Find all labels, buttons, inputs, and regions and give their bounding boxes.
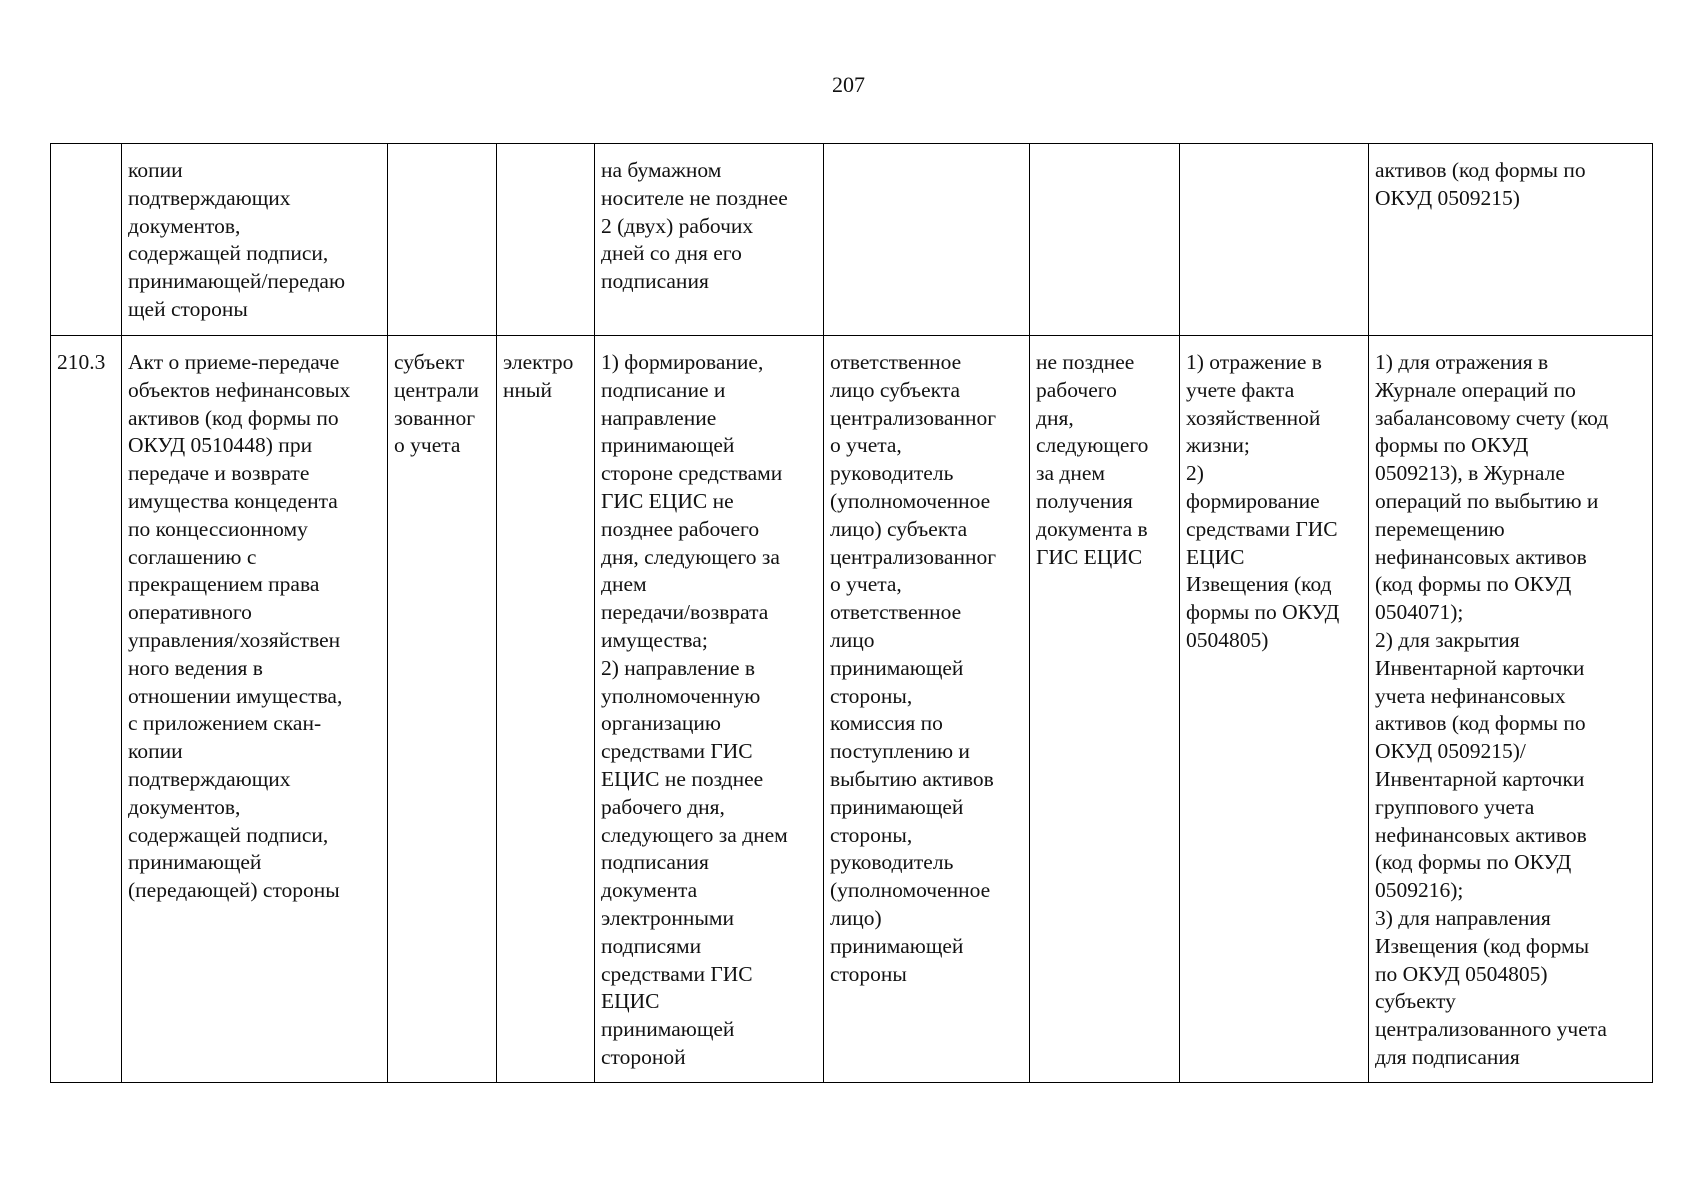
table-row-210-3: [51, 336, 1653, 1083]
cell-procedure: на бумажном носителе не позднее 2 (двух) рабочих дней со дня его подписания: [595, 144, 824, 336]
cell-deadline: не позднее рабочего дня, следующего за днем получения документа в ГИС ЕЦИС: [1030, 336, 1180, 1083]
cell-purpose: 1) для отражения в Журнале операций по забалансовому счету (код формы по ОКУД 0509213), в Журнале операций по выбытию и перемещению нефинансовых активов (код формы по ОКУД 0504071); 2) для закрытия Инвентарной карточки учета нефинансовых активов (код формы по ОКУД 0509215)/ Инвентарной карточки группового учета нефинансовых активов (код формы по ОКУД 0509216); 3) для направления Извещения (код формы по ОКУД 0504805) субъекту централизованного учета для подписания: [1369, 336, 1653, 1083]
cell-document: копии подтверждающих документов, содержащей подписи, принимающей/передаю щей стороны: [122, 144, 388, 336]
cell-document: Акт о приеме-передаче объектов нефинансовых активов (код формы по ОКУД 0510448) при передаче и возврате имущества концедента по концессионному соглашению с прекращением права оперативного управления/хозяйствен ного ведения в отношении имущества, с приложением скан- копии подтверждающих документов, содержащей подписи, принимающей (передающей) стороны: [122, 336, 388, 1083]
page-number: 207: [832, 72, 865, 97]
cell-responsible: ответственное лицо субъекта централизованног о учета, руководитель (уполномоченное лицо) субъекта централизованног о учета, ответственное лицо принимающей стороны, комиссия по поступлению и выбытию активов принимающей стороны, руководитель (уполномоченное лицо) принимающей стороны: [824, 336, 1030, 1083]
cell-number: 210.3: [51, 336, 122, 1083]
cell-creator: [388, 144, 497, 336]
cell-recipient-action: [1180, 144, 1369, 336]
cell-form: электро нный: [497, 336, 595, 1083]
cell-recipient-action: 1) отражение в учете факта хозяйственной жизни; 2) формирование средствами ГИС ЕЦИС Извещения (код формы по ОКУД 0504805): [1180, 336, 1369, 1083]
table-row-continuation: [51, 144, 1653, 336]
cell-procedure: 1) формирование, подписание и направление принимающей стороне средствами ГИС ЕЦИС не позднее рабочего дня, следующего за днем передачи/возврата имущества; 2) направление в уполномоченную организацию средствами ГИС ЕЦИС не позднее рабочего дня, следующего за днем подписания документа электронными подписями средствами ГИС ЕЦИС принимающей стороной: [595, 336, 824, 1083]
cell-deadline: [1030, 144, 1180, 336]
cell-purpose: активов (код формы по ОКУД 0509215): [1369, 144, 1653, 336]
document-table: [50, 143, 1653, 1083]
cell-responsible: [824, 144, 1030, 336]
cell-number: [51, 144, 122, 336]
cell-form: [497, 144, 595, 336]
cell-creator: субъект централи зованног о учета: [388, 336, 497, 1083]
